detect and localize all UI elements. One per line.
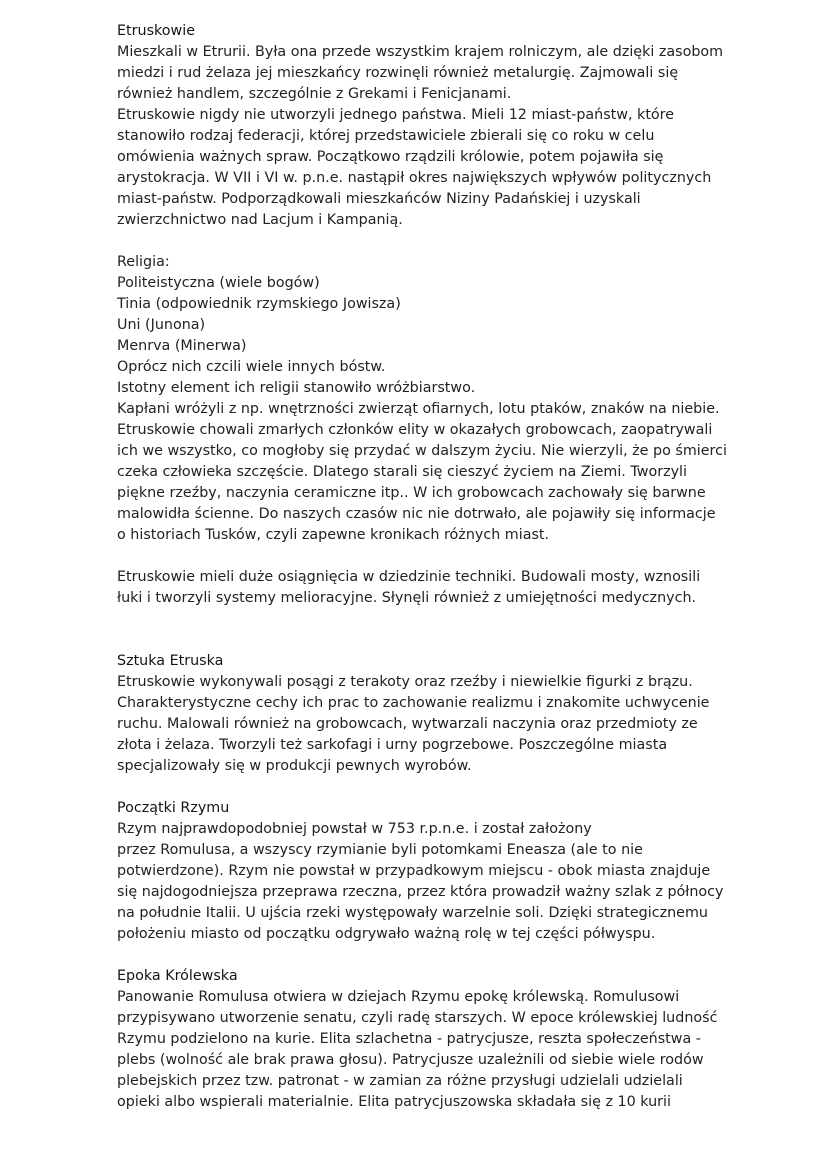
section-heading: Sztuka Etruska (117, 653, 224, 669)
text-line: Etruskowie chowali zmarłych członków elity w okazałych grobowcach, zaopatrywali (117, 422, 713, 438)
text-line: Politeistyczna (wiele bogów) (117, 275, 320, 291)
text-line: Etruskowie mieli duże osiągnięcia w dziedzinie techniki. Budowali mosty, wznosili (117, 569, 701, 585)
section-heading: Etruskowie (117, 23, 196, 39)
paragraph-gap (117, 609, 717, 651)
text-line: ich we wszystko, co mogłoby się przydać w dalszym życiu. Nie wierzyli, że po śmierci (117, 443, 727, 459)
text-line: Menrva (Minerwa) (117, 338, 247, 354)
paragraph-gap (117, 231, 717, 252)
text-line: arystokracja. W VII i VI w. p.n.e. nastąpił okres największych wpływów politycznych (117, 170, 712, 186)
section-religia (117, 252, 727, 546)
text-line: piękne rzeźby, naczynia ceramiczne itp.. W ich grobowcach zachowały się barwne (117, 485, 706, 501)
document-page (117, 21, 727, 1113)
text-line: czeka człowieka szczęście. Dlatego starali się cieszyć życiem na Ziemi. Tworzyli (117, 464, 687, 480)
text-line: potwierdzone). Rzym nie powstał w przypadkowym miejscu - obok miasta znajduje (117, 863, 711, 879)
text-line: Charakterystyczne cechy ich prac to zachowanie realizmu i znakomite uchwycenie (117, 695, 710, 711)
text-line: Uni (Junona) (117, 317, 206, 333)
text-line: zwierzchnictwo nad Lacjum i Kampanią. (117, 212, 403, 228)
text-line: przypisywano utworzenie senatu, czyli radę starszych. W epoce królewskiej ludność (117, 1010, 718, 1026)
text-line: łuki i tworzyli systemy melioracyjne. Słynęli również z umiejętności medycznych. (117, 590, 697, 606)
text-line: ruchu. Malowali również na grobowcach, wytwarzali naczynia oraz przedmioty ze (117, 716, 698, 732)
text-line: na południe Italii. U ujścia rzeki występowały warzelnie soli. Dzięki strategicznemu (117, 905, 708, 921)
text-line: Kapłani wróżyli z np. wnętrzności zwierząt ofiarnych, lotu ptaków, znaków na niebie. (117, 401, 720, 417)
text-line: Istotny element ich religii stanowiło wróżbiarstwo. (117, 380, 476, 396)
paragraph-gap (117, 777, 717, 798)
text-line: stanowiło rodzaj federacji, której przedstawiciele zbierali się co roku w celu (117, 128, 655, 144)
text-line: złota i żelaza. Tworzyli też sarkofagi i urny pogrzebowe. Poszczególne miasta (117, 737, 668, 753)
text-line: Rzymu podzielono na kurie. Elita szlachetna - patrycjusze, reszta społeczeństwa - (117, 1031, 701, 1047)
text-line: o historiach Tusków, czyli zapewne kronikach różnych miast. (117, 527, 550, 543)
text-line: Tinia (odpowiednik rzymskiego Jowisza) (117, 296, 401, 312)
section-heading: Epoka Królewska (117, 968, 238, 984)
text-line: przez Romulusa, a wszyscy rzymianie byli potomkami Eneasza (ale to nie (117, 842, 643, 858)
text-line: Etruskowie wykonywali posągi z terakoty oraz rzeźby i niewielkie figurki z brązu. (117, 674, 693, 690)
text-line: Etruskowie nigdy nie utworzyli jednego państwa. Mieli 12 miast-państw, które (117, 107, 675, 123)
section-etruskowie (117, 21, 724, 231)
text-line: Oprócz nich czcili wiele innych bóstw. (117, 359, 386, 375)
text-line: się najdogodniejsza przeprawa rzeczna, przez która prowadził ważny szlak z północy (117, 884, 724, 900)
text-line: plebs (wolność ale brak prawa głosu). Patrycjusze uzależnili od siebie wiele rodów (117, 1052, 704, 1068)
paragraph-gap (117, 546, 717, 567)
text-line: opieki albo wspierali materialnie. Elita patrycjuszowska składała się z 10 kurii (117, 1094, 671, 1110)
text-line: specjalizowały się w produkcji pewnych wyrobów. (117, 758, 472, 774)
text-line: Mieszkali w Etrurii. Była ona przede wszystkim krajem rolniczym, ale dzięki zasobom (117, 44, 724, 60)
section-sztuka-etruska (117, 651, 717, 777)
text-line: plebejskich przez tzw. patronat - w zamian za różne przysługi udzielali udzielali (117, 1073, 683, 1089)
section-heading: Religia: (117, 254, 170, 270)
text-line: omówienia ważnych spraw. Początkowo rządzili królowie, potem pojawiła się (117, 149, 664, 165)
section-technika (117, 567, 717, 609)
section-heading: Początki Rzymu (117, 800, 230, 816)
text-line: Panowanie Romulusa otwiera w dziejach Rzymu epokę królewską. Romulusowi (117, 989, 680, 1005)
text-line: miedzi i rud żelaza jej mieszkańcy rozwinęli również metalurgię. Zajmowali się (117, 65, 679, 81)
section-epoka-krolewska (117, 966, 717, 1113)
section-poczatki-rzymu (117, 798, 724, 945)
text-line: malowidła ścienne. Do naszych czasów nic nie dotrwało, ale pojawiły się informacje (117, 506, 716, 522)
text-line: również handlem, szczególnie z Grekami i Fenicjanami. (117, 86, 512, 102)
paragraph-gap (117, 945, 717, 966)
text-line: miast-państw. Podporządkowali mieszkańców Niziny Padańskiej i uzyskali (117, 191, 641, 207)
text-line: Rzym najprawdopodobniej powstał w 753 r.p.n.e. i został założony (117, 821, 592, 837)
text-line: położeniu miasto od początku odgrywało ważną rolę w tej części półwyspu. (117, 926, 656, 942)
